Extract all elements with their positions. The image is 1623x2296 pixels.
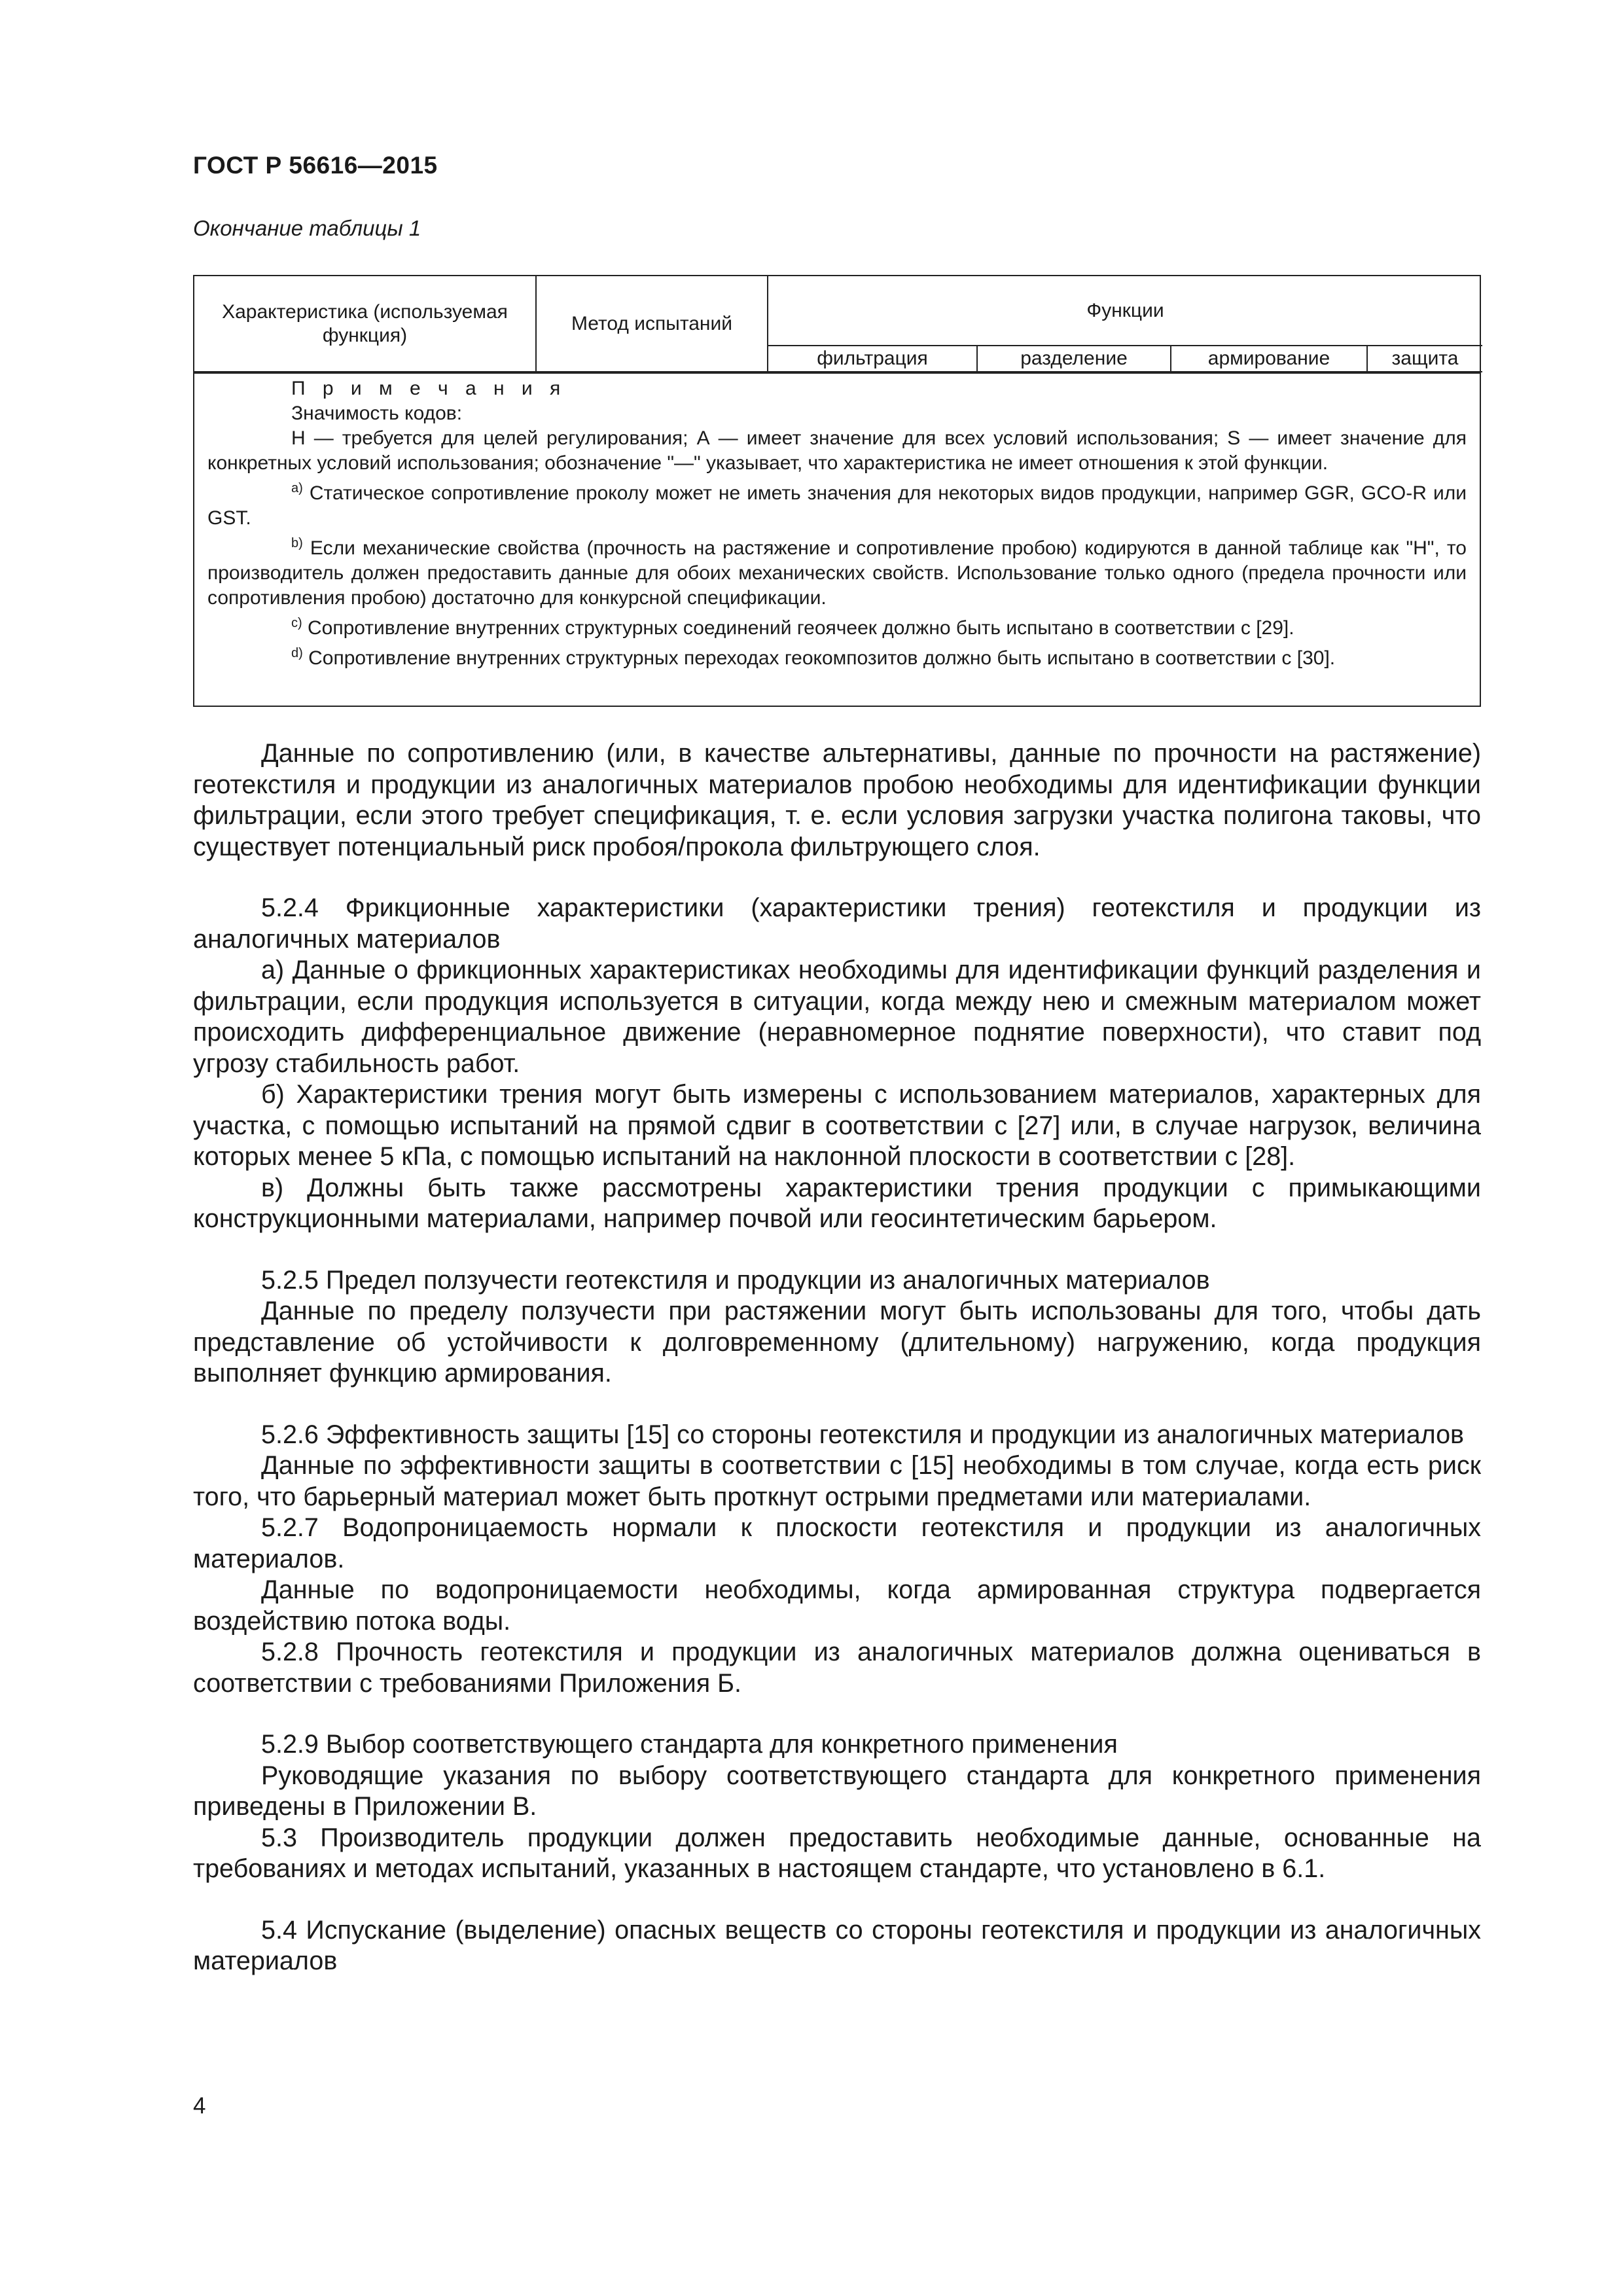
note-d: [207, 641, 1467, 671]
note-a-text: Статическое сопротивление проколу может не иметь значения для некоторых видов продукции, например GGR, GCO-R или GST.: [207, 482, 1467, 529]
table-notes: [194, 376, 1480, 671]
section-5-2-7-text: Данные по водопроницаемости необходимы, когда армированная структура подвергается воздействию потока воды.: [193, 1575, 1481, 1636]
note-d-mark: d): [291, 646, 303, 660]
section-5-2-6-title: 5.2.6 Эффективность защиты [15] со стороны геотекстиля и продукции из аналогичных материалов: [261, 1420, 1465, 1449]
header-function-reinforcement: армирование: [1171, 346, 1367, 372]
table-1-end: [193, 275, 1481, 707]
section-5-2-4-item-b: б) Характеристики трения могут быть измерены с использованием материалов, характерных для участка, с помощью испытаний на прямой сдвиг в соответствии с [27] или, в случае нагрузок, величина которых менее 5 кПа, с помощью испытаний на наклонной плоскости в соответствии с [28].: [193, 1080, 1481, 1171]
section-5-2-9-text: Руководящие указания по выбору соответствующего стандарта для конкретного применения приведены в Приложении В.: [193, 1761, 1481, 1821]
note-d-text: Сопротивление внутренних структурных переходах геокомпозитов должно быть испытано в соответствии с [30].: [302, 647, 1336, 669]
note-b-mark: b): [291, 536, 303, 550]
section-5-2-4-item-c: в) Должны быть также рассмотрены характеристики трения продукции с примыкающими конструкционными материалами, например почвой или геосинтетическим барьером.: [193, 1173, 1481, 1233]
note-c: [207, 611, 1467, 641]
header-function-separation: разделение: [977, 346, 1171, 372]
section-5-2-6-text: Данные по эффективности защиты в соответствии с [15] необходимы в том случае, когда есть риск того, что барьерный материал может быть проткнут острыми предметами или материалами.: [193, 1451, 1481, 1511]
header-function-protection: защита: [1367, 346, 1482, 372]
note-b: [207, 531, 1467, 611]
header-characteristic: Характеристика (используемая функция): [194, 276, 536, 372]
section-5-4-title: 5.4 Испускание (выделение) опасных веществ со стороны геотекстиля и продукции из аналогичных материалов: [193, 1915, 1481, 1975]
header-method: Метод испытаний: [536, 276, 768, 372]
section-5-2-4-title: 5.2.4 Фрикционные характеристики (характеристики трения) геотекстиля и продукции из аналогичных материалов: [193, 893, 1481, 954]
paragraph-puncture-resistance: Данные по сопротивлению (или, в качестве альтернативы, данные по прочности на растяжение) геотекстиля и продукции из аналогичных материалов пробою необходимы для идентификации функции фильтрации, если этого требует спецификация, т. е. если условия загрузки участка полигона таковы, что существует потенциальный риск пробоя/прокола фильтрующего слоя.: [193, 739, 1481, 861]
section-5-2-5-text: Данные по пределу ползучести при растяжении могут быть использованы для того, чтобы дать представление об устойчивости к долговременному (длительному) нагружению, когда продукция выполняет функцию армирования.: [193, 1297, 1481, 1388]
notes-codes-text: Н — требуется для целей регулирования; А — имеет значение для всех условий использования; S — имеет значение для конкретных условий использования; обозначение "—" указывает, что характеристика не имеет отношения к этой функции.: [207, 427, 1467, 474]
header-functions: Функции: [768, 276, 1482, 346]
section-5-2-7-title: 5.2.7 Водопроницаемость нормали к плоскости геотекстиля и продукции из аналогичных материалов.: [193, 1513, 1481, 1573]
note-c-mark: c): [291, 616, 302, 630]
section-5-2-8-text: 5.2.8 Прочность геотекстиля и продукции из аналогичных материалов должна оцениваться в соответствии с требованиями Приложения Б.: [193, 1638, 1481, 1698]
table-header: [194, 276, 1482, 372]
body-text: [193, 738, 1481, 1977]
header-function-filtration: фильтрация: [768, 346, 977, 372]
note-c-text: Сопротивление внутренних структурных соединений геоячеек должно быть испытано в соответствии с [29].: [302, 617, 1294, 639]
document-code: ГОСТ Р 56616—2015: [193, 152, 438, 179]
notes-heading: П р и м е ч а н и я: [291, 378, 567, 399]
table-caption: Окончание таблицы 1: [193, 216, 421, 240]
section-5-2-9-title: 5.2.9 Выбор соответствующего стандарта для конкретного применения: [261, 1730, 1118, 1759]
page-number: 4: [193, 2093, 206, 2119]
note-a-mark: a): [291, 481, 303, 495]
section-5-2-4-item-a: а) Данные о фрикционных характеристиках необходимы для идентификации функций разделения и фильтрации, если продукция используется в ситуации, когда между нею и смежным материалом может происходить дифференциальное движение (неравномерное поднятие поверхности), что ставит под угрозу стабильность работ.: [193, 956, 1481, 1078]
notes-codes-title: Значимость кодов:: [291, 403, 463, 424]
note-b-text: Если механические свойства (прочность на растяжение и сопротивление пробою) кодируются в данной таблице как "Н", то производитель должен предоставить данные для обоих механических свойств. Использование только одного (предела прочности или сопротивления пробою) достаточно для конкурсной спецификации.: [207, 537, 1467, 609]
note-a: [207, 476, 1467, 531]
section-5-3-text: 5.3 Производитель продукции должен предоставить необходимые данные, основанные на требованиях и методах испытаний, указанных в настоящем стандарте, что установлено в 6.1.: [193, 1823, 1481, 1883]
section-5-2-5-title: 5.2.5 Предел ползучести геотекстиля и продукции из аналогичных материалов: [261, 1265, 1210, 1295]
